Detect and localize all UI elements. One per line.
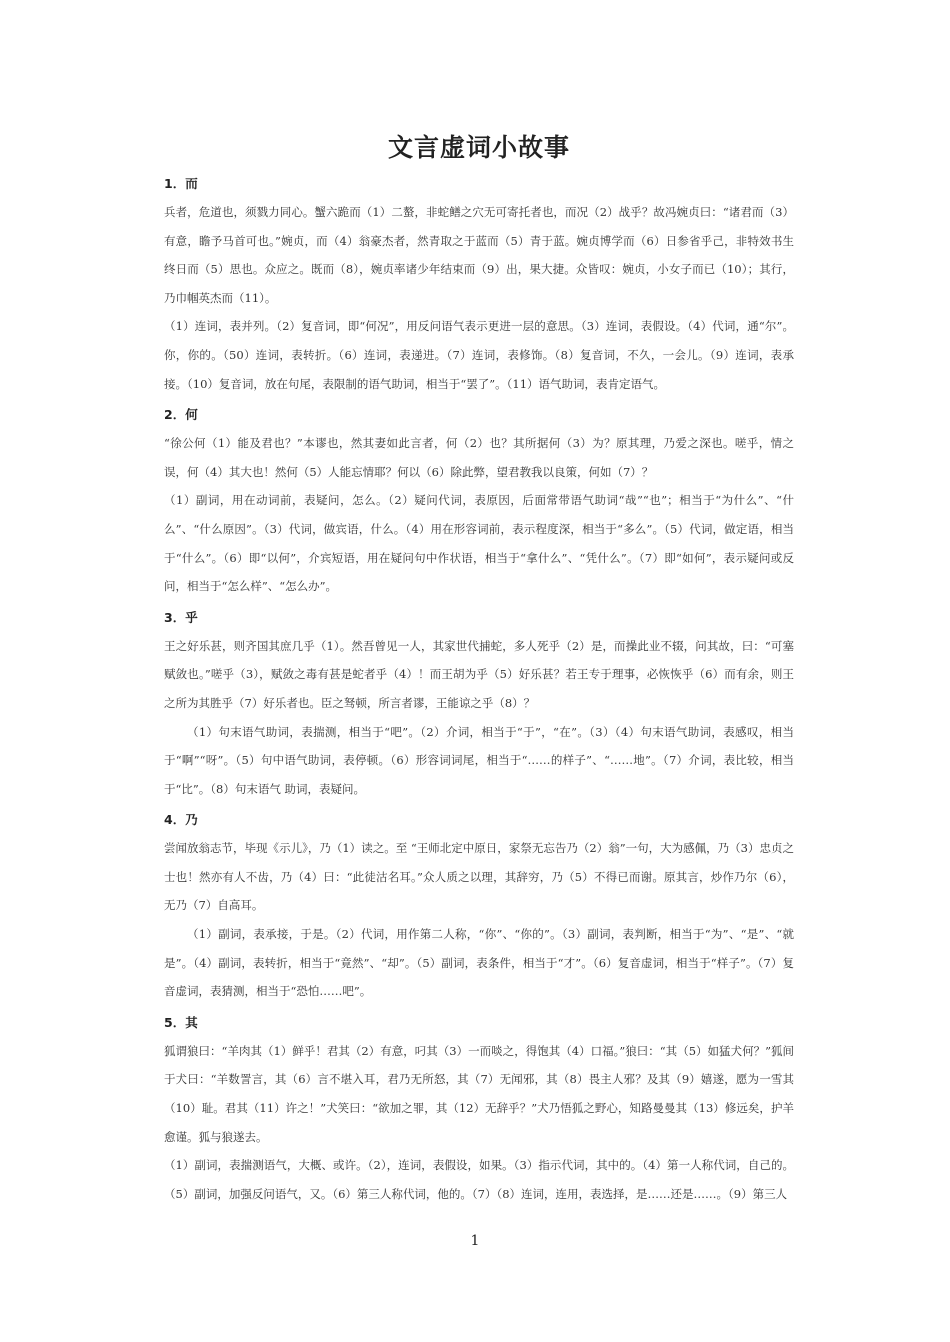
notes-paragraph: （1）句末语气助词，表揣测，相当于“吧”。（2）介词，相当于“于”，“在”。（3）（4）句末语气助词，表感叹，相当于“啊”“呀”。（5）句中语气助词，表停顿。（6）形容词词尾，相当于“……的样子”、“……地”。（7）介词，表比较，相当于“比”。（8）句末语气 助词，表疑问。 (164, 724, 794, 796)
document-title: 文言虚词小故事 (387, 133, 570, 162)
document-page (164, 128, 794, 1211)
section-heading: 4．乃 (164, 812, 198, 828)
notes-paragraph: （1）副词，表承接，于是。（2）代词，用作第二人称，“你”、“你的”。（3）副词，表判断，相当于“为”、“是”、“就是”。（4）副词，表转折，相当于“竟然”、“却”。（5）副词，表条件，相当于“才”。（6）复音虚词，相当于“样子”。（7）复音虚词，表猜测，相当于“恐怕……吧”。 (164, 927, 794, 999)
notes-paragraph: （1）副词，用在动词前，表疑问，怎么。（2）疑问代词，表原因，后面常带语气助词“哉”“也”；相当于“为什么”、“什么”、“什么原因”。（3）代词，做宾语，什么。（4）用在形容词前，表示程度深，相当于“多么”。（5）代词，做定语，相当于“什么”。（6）即“以何”，介宾短语，用在疑问句中作状语，相当于“拿什么”、“凭什么”。（7）即“如何”，表示疑问或反问，相当于“怎么样”、“怎么办”。 (164, 493, 794, 594)
section-qi (164, 1009, 794, 1209)
section-heading: 3．乎 (164, 609, 198, 625)
page-number: 1 (470, 1233, 480, 1249)
notes-paragraph: （1）副词，表揣测语气，大概、或许。（2），连词，表假设，如果。（3）指示代词，其中的。（4）第一人称代词，自己的。（5）副词，加强反问语气，又。（6）第三人称代词，他的。（7）（8）连词，连用，表选择，是……还是……。（9）第三人 (164, 1158, 794, 1201)
story-paragraph: “徐公何（1）能及君也？”本谬也，然其妻如此言者，何（2）也？其所据何（3）为？原其理，乃爱之深也。嗟乎，情之误，何（4）其大也！然何（5）人能忘情耶？何以（6）除此弊，望君教我以良策，何如（7）？ (164, 436, 794, 479)
story-paragraph: 狐谓狼曰：“羊肉其（1）鲜乎！君其（2）有意，叼其（3）一而啖之，得饱其（4）口福。”狼曰：“其（5）如猛犬何？”狐间于犬曰：“羊数詈言，其（6）言不堪入耳，君乃无所怒，其（7）无闻邪，其（8）畏主人邪？及其（9）嬉遂，愿为一雪其（10）耻。君其（11）许之！”犬笑曰：“欲加之罪，其（12）无辞乎？”犬乃悟狐之野心，知路曼曼其（13）修远矣，护羊愈谨。狐与狼遂去。 (164, 1043, 794, 1144)
section-hu (164, 604, 794, 804)
story-paragraph: 兵者，危道也，须戮力同心。蟹六跪而（1）二螯，非蛇鳝之穴无可寄托者也，而况（2）战乎？故冯婉贞曰：“诸君而（3）有意，瞻予马首可也。”婉贞，而（4）翁豪杰者，然青取之于蓝而（5）青于蓝。婉贞博学而（6）日参省乎己，非特效书生终日而（5）思也。众应之。既而（8），婉贞率诸少年结束而（9）出，果大捷。众皆叹：婉贞，小女子而已（10）；其行，乃巾帼英杰而（11）。 (164, 205, 794, 305)
story-paragraph: 尝闻放翁志节，毕现《示儿》，乃（1）读之。至 “王师北定中原日，家祭无忘告乃（2）翁”一句，大为感佩，乃（3）忠贞之士也！然亦有人不齿，乃（4）曰：“此徒沽名耳。”众人质之以理，其辞穷，乃（5）不得已而谢。原其言，炒作乃尔（6），无乃（7）自高耳。 (164, 841, 794, 913)
section-heading: 1．而 (164, 176, 198, 191)
section-nai (164, 806, 794, 1006)
section-he (164, 401, 794, 601)
notes-paragraph: （1）连词，表并列。（2）复音词，即“何况”，用反问语气表示更进一层的意思。（3）连词，表假设。（4）代词，通“尔”。你，你的。（50）连词，表转折。（6）连词，表递进。（7）连词，表修饰。（8）复音词，不久，一会儿。（9）连词，表承接。（10）复音词，放在句尾，表限制的语气助词，相当于“罢了”。（11）语气助词，表肯定语气。 (164, 319, 794, 391)
story-paragraph: 王之好乐甚，则齐国其庶几乎（1）。然吾曾见一人，其家世代捕蛇，多人死乎（2）是，而操此业不辍，问其故，曰：“可塞赋敛也。”嗟乎（3），赋敛之毒有甚是蛇者乎（4）！而王胡为乎（5）好乐甚？若王专于理事，必恢恢乎（6）而有余，则王之所为其胜乎（7）好乐者也。臣之驽顿，所言者谬，王能谅之乎（8）？ (164, 638, 794, 710)
section-heading: 2．何 (164, 407, 198, 423)
section-heading: 5．其 (164, 1014, 198, 1030)
section-er (164, 170, 794, 398)
